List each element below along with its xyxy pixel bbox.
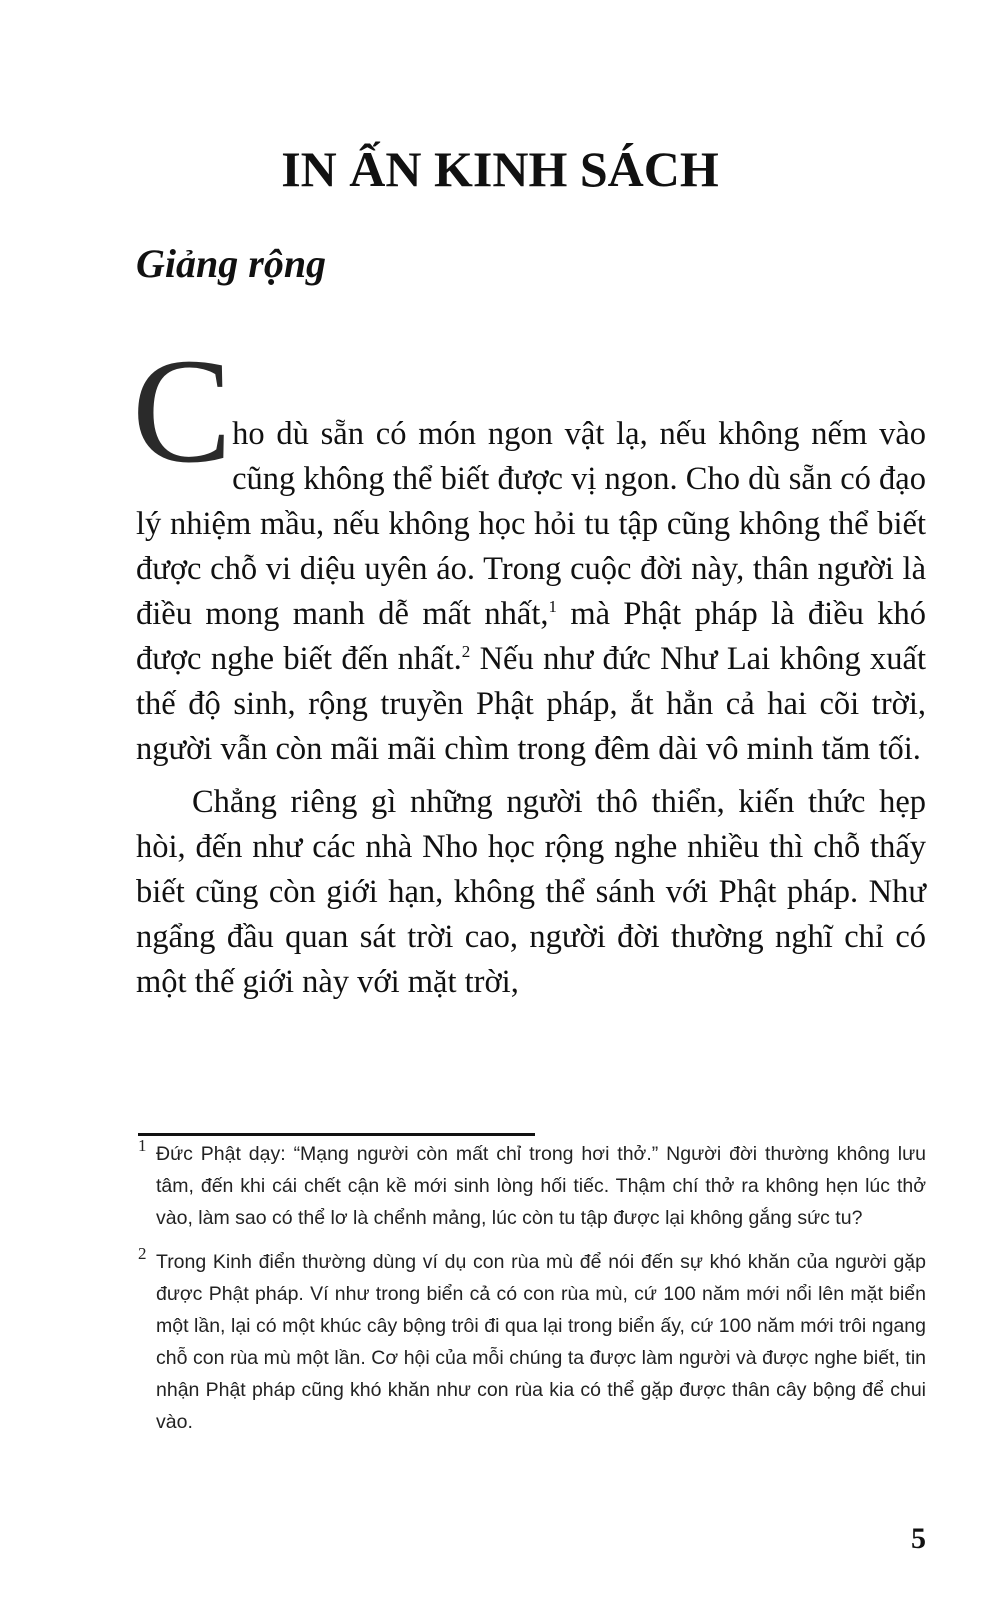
footnote-text-1: Đức Phật dạy: “Mạng người còn mất chỉ trong hơi thở.” Người đời thường không lưu tâm, đến khi cái chết cận kề mới sinh lòng hối tiếc. Thậm chí thở ra không hẹn lúc thở vào, làm sao có thể lơ là chểnh mảng, lúc còn tu tập được lại không gắng sức tu?	[156, 1143, 926, 1229]
footnote-text-2: Trong Kinh điển thường dùng ví dụ con rùa mù để nói đến sự khó khăn của người gặp được Phật pháp. Ví như trong biển cả có con rùa mù, cứ 100 năm mới nổi lên mặt biển một lần, lại có một khúc cây bộng trôi đi qua lại trong biển ấy, cứ 100 năm mới trôi ngang chỗ con rùa mù một lần. Cơ hội của mỗi chúng ta được làm người và được nghe biết, tin nhận Phật pháp cũng khó khăn như con rùa kia có thể gặp được thân cây bộng để chui vào.	[156, 1251, 926, 1433]
paragraph-1-text-b: mà Phật pháp là điều khó được nghe biết đến nhất.	[136, 596, 926, 677]
footnote-ref-2[interactable]: 2	[461, 642, 471, 662]
chapter-title: IN ẤN KINH SÁCH	[281, 141, 719, 197]
footnote-1	[136, 1138, 926, 1234]
footnotes	[136, 1138, 926, 1438]
paragraph-1	[132, 328, 927, 772]
footnote-2	[136, 1246, 926, 1438]
section-title: Giảng rộng	[136, 241, 327, 286]
paragraph-1-text-a: ho dù sẵn có món ngon vật lạ, nếu không nếm vào cũng không thể biết được vị ngon. Cho dù sẵn có đạo lý nhiệm mầu, nếu không học hỏi tu tập cũng không thể biết được chỗ vi diệu uyên áo. Trong cuộc đời này, thân người là điều mong manh dễ mất nhất,	[136, 416, 926, 632]
page-number: 5	[911, 1522, 926, 1555]
footnote-ref-1[interactable]: 1	[548, 597, 557, 617]
body-text	[132, 328, 927, 1005]
footnote-mark-2: 2	[138, 1244, 147, 1263]
paragraph-2: Chẳng riêng gì những người thô thiển, kiến thức hẹp hòi, đến như các nhà Nho học rộng nghe nhiều thì chỗ thấy biết cũng còn giới hạn, không thể sánh với Phật pháp. Như ngẩng đầu quan sát trời cao, người đời thường nghĩ chỉ có một thế giới này với mặt trời,	[136, 784, 926, 1000]
footnote-mark-1: 1	[138, 1136, 147, 1155]
paragraph-1-text-c: Nếu như đức Như Lai không xuất thế độ sinh, rộng truyền Phật pháp, ắt hẳn cả hai cõi trời, người vẫn còn mãi mãi chìm trong đêm dài vô minh tăm tối.	[136, 641, 927, 767]
drop-cap: C	[132, 328, 233, 494]
footnote-divider	[138, 1133, 535, 1136]
